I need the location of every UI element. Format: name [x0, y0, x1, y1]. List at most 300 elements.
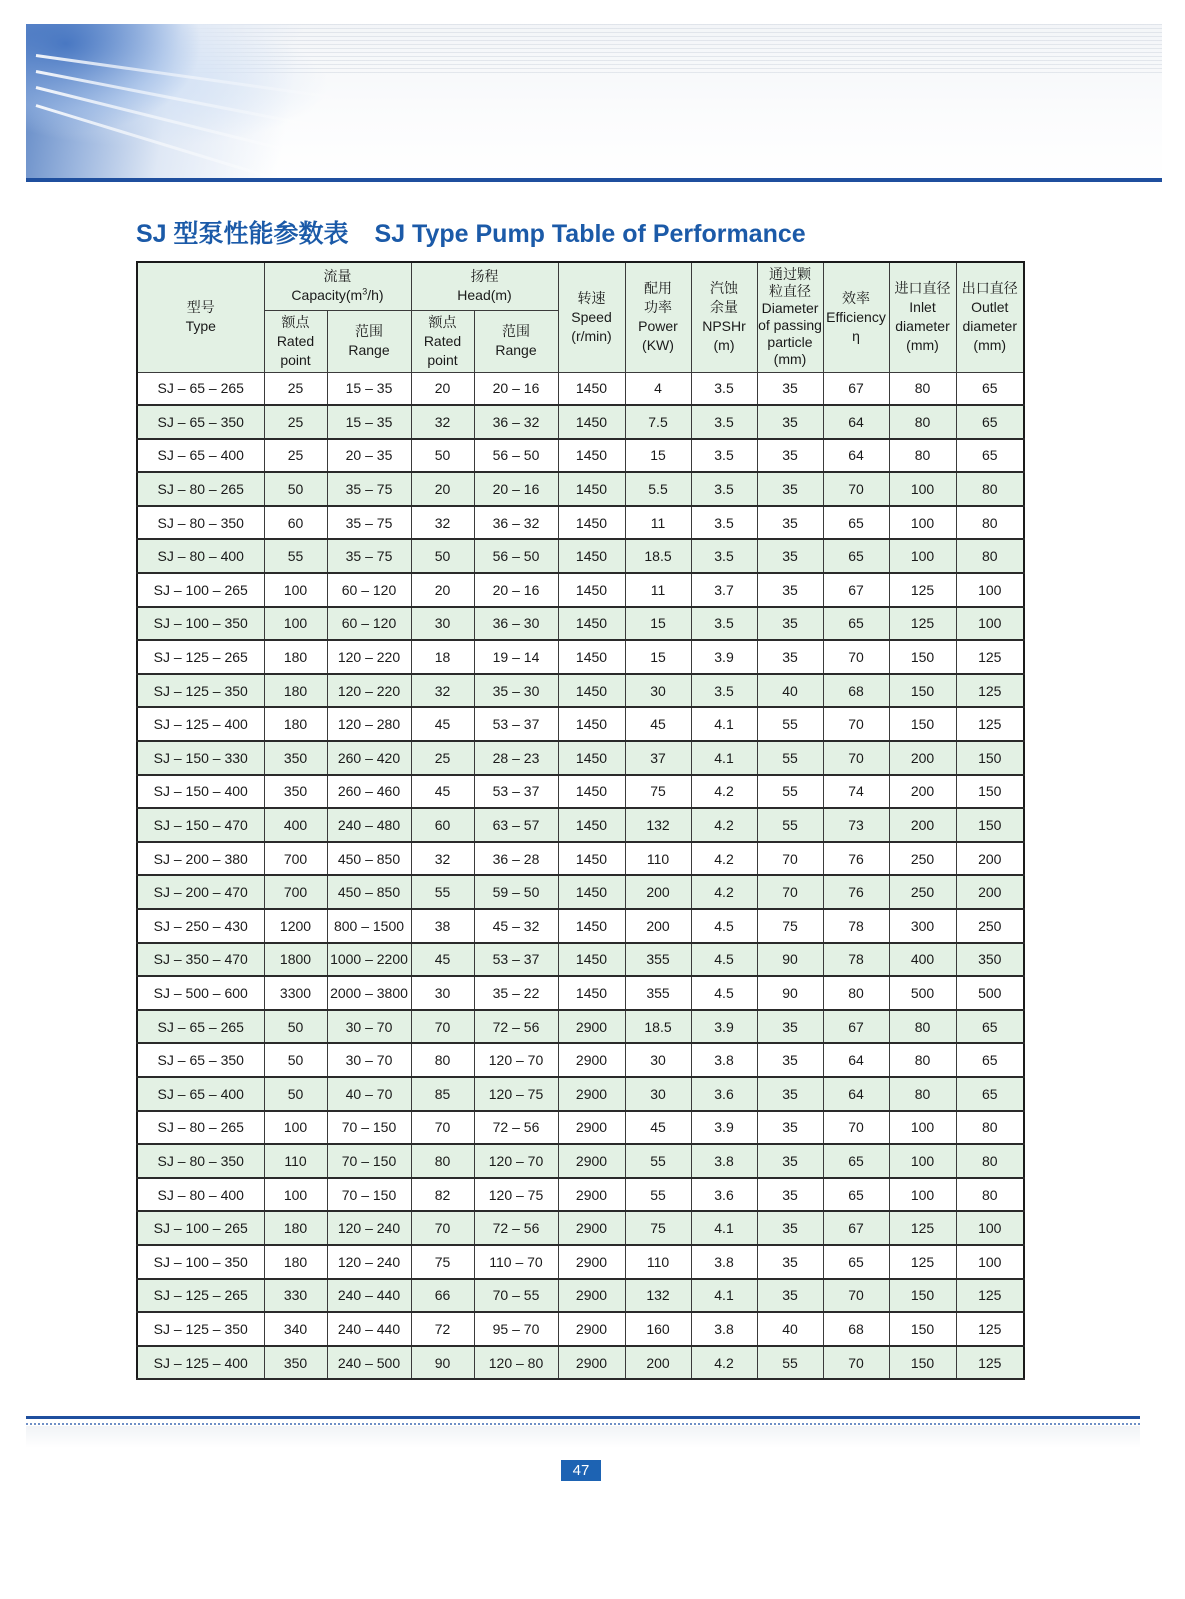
- cell-head-rated: 50: [411, 539, 474, 573]
- cell-type: SJ – 150 – 470: [137, 808, 264, 842]
- cell-outlet-diameter: 65: [956, 1043, 1024, 1077]
- cell-speed: 1450: [558, 775, 625, 809]
- cell-efficiency: 74: [823, 775, 889, 809]
- cell-inlet-diameter: 150: [889, 1312, 956, 1346]
- cell-speed: 1450: [558, 472, 625, 506]
- cell-capacity-rated: 700: [264, 842, 327, 876]
- performance-table: [136, 261, 1025, 1380]
- cell-outlet-diameter: 350: [956, 943, 1024, 977]
- cell-power: 30: [625, 1043, 691, 1077]
- cell-power: 200: [625, 875, 691, 909]
- cell-inlet-diameter: 80: [889, 439, 956, 473]
- cell-head-rated: 80: [411, 1043, 474, 1077]
- cell-type: SJ – 250 – 430: [137, 909, 264, 943]
- header-head: 扬程 Head(m): [411, 262, 558, 310]
- cell-capacity-range: 120 – 220: [327, 640, 411, 674]
- cell-type: SJ – 65 – 265: [137, 1010, 264, 1044]
- cell-particle-diameter: 55: [757, 775, 823, 809]
- cell-power: 200: [625, 1346, 691, 1380]
- cell-type: SJ – 150 – 400: [137, 775, 264, 809]
- cell-head-rated: 32: [411, 506, 474, 540]
- cell-particle-diameter: 35: [757, 573, 823, 607]
- cell-power: 30: [625, 1077, 691, 1111]
- cell-capacity-rated: 180: [264, 674, 327, 708]
- cell-inlet-diameter: 80: [889, 1010, 956, 1044]
- cell-head-rated: 90: [411, 1346, 474, 1380]
- cell-efficiency: 65: [823, 506, 889, 540]
- cell-type: SJ – 125 – 400: [137, 707, 264, 741]
- cell-head-range: 120 – 70: [474, 1144, 558, 1178]
- cell-inlet-diameter: 80: [889, 405, 956, 439]
- cell-npshr: 3.5: [691, 439, 757, 473]
- cell-inlet-diameter: 80: [889, 1043, 956, 1077]
- cell-capacity-rated: 50: [264, 1077, 327, 1111]
- cell-outlet-diameter: 100: [956, 573, 1024, 607]
- cell-npshr: 4.2: [691, 775, 757, 809]
- cell-power: 110: [625, 1245, 691, 1279]
- cell-capacity-range: 35 – 75: [327, 506, 411, 540]
- table-row: [137, 640, 1024, 674]
- cell-particle-diameter: 35: [757, 607, 823, 641]
- cell-npshr: 3.8: [691, 1245, 757, 1279]
- table-row: [137, 1312, 1024, 1346]
- cell-capacity-rated: 50: [264, 472, 327, 506]
- cell-head-range: 36 – 30: [474, 607, 558, 641]
- cell-capacity-rated: 350: [264, 775, 327, 809]
- cell-capacity-rated: 100: [264, 607, 327, 641]
- cell-particle-diameter: 35: [757, 506, 823, 540]
- cell-outlet-diameter: 125: [956, 707, 1024, 741]
- cell-speed: 2900: [558, 1178, 625, 1212]
- table-row: [137, 439, 1024, 473]
- cell-efficiency: 70: [823, 1279, 889, 1313]
- cell-efficiency: 70: [823, 472, 889, 506]
- cell-outlet-diameter: 80: [956, 472, 1024, 506]
- cell-efficiency: 70: [823, 741, 889, 775]
- cell-inlet-diameter: 500: [889, 976, 956, 1010]
- cell-npshr: 4.1: [691, 1211, 757, 1245]
- cell-head-range: 53 – 37: [474, 775, 558, 809]
- cell-inlet-diameter: 125: [889, 1211, 956, 1245]
- cell-inlet-diameter: 200: [889, 775, 956, 809]
- cell-efficiency: 76: [823, 875, 889, 909]
- cell-efficiency: 64: [823, 1077, 889, 1111]
- cell-npshr: 3.5: [691, 472, 757, 506]
- cell-type: SJ – 100 – 265: [137, 573, 264, 607]
- cell-capacity-rated: 55: [264, 539, 327, 573]
- cell-speed: 2900: [558, 1346, 625, 1380]
- cell-capacity-range: 60 – 120: [327, 573, 411, 607]
- cell-particle-diameter: 55: [757, 741, 823, 775]
- cell-outlet-diameter: 125: [956, 640, 1024, 674]
- cell-power: 75: [625, 1211, 691, 1245]
- cell-type: SJ – 65 – 350: [137, 1043, 264, 1077]
- cell-capacity-range: 40 – 70: [327, 1077, 411, 1111]
- cell-type: SJ – 80 – 265: [137, 472, 264, 506]
- table-row: [137, 976, 1024, 1010]
- table-row: [137, 1178, 1024, 1212]
- cell-particle-diameter: 40: [757, 674, 823, 708]
- cell-outlet-diameter: 65: [956, 439, 1024, 473]
- cell-head-range: 45 – 32: [474, 909, 558, 943]
- cell-particle-diameter: 35: [757, 372, 823, 405]
- cell-head-rated: 75: [411, 1245, 474, 1279]
- cell-type: SJ – 150 – 330: [137, 741, 264, 775]
- cell-capacity-rated: 180: [264, 1245, 327, 1279]
- cell-head-range: 36 – 32: [474, 506, 558, 540]
- cell-capacity-rated: 350: [264, 741, 327, 775]
- cell-power: 55: [625, 1178, 691, 1212]
- cell-head-rated: 45: [411, 707, 474, 741]
- cell-head-range: 20 – 16: [474, 573, 558, 607]
- cell-efficiency: 67: [823, 1211, 889, 1245]
- cell-capacity-rated: 110: [264, 1144, 327, 1178]
- table-row: [137, 909, 1024, 943]
- cell-power: 18.5: [625, 539, 691, 573]
- table-row: [137, 539, 1024, 573]
- page-title: [136, 214, 806, 250]
- cell-type: SJ – 200 – 380: [137, 842, 264, 876]
- table-row: [137, 707, 1024, 741]
- table-row: [137, 1245, 1024, 1279]
- header-type: 型号 Type: [137, 262, 264, 372]
- cell-type: SJ – 350 – 470: [137, 943, 264, 977]
- cell-speed: 2900: [558, 1144, 625, 1178]
- cell-efficiency: 78: [823, 909, 889, 943]
- cell-capacity-range: 30 – 70: [327, 1010, 411, 1044]
- cell-efficiency: 68: [823, 674, 889, 708]
- cell-capacity-range: 120 – 240: [327, 1245, 411, 1279]
- cell-capacity-range: 20 – 35: [327, 439, 411, 473]
- cell-capacity-range: 30 – 70: [327, 1043, 411, 1077]
- cell-power: 4: [625, 372, 691, 405]
- cell-head-rated: 80: [411, 1144, 474, 1178]
- cell-speed: 1450: [558, 405, 625, 439]
- cell-speed: 1450: [558, 741, 625, 775]
- header-head-range: 范围 Range: [474, 310, 558, 372]
- cell-type: SJ – 65 – 350: [137, 405, 264, 439]
- cell-head-rated: 30: [411, 976, 474, 1010]
- cell-head-range: 72 – 56: [474, 1111, 558, 1145]
- cell-particle-diameter: 35: [757, 1279, 823, 1313]
- cell-type: SJ – 65 – 400: [137, 439, 264, 473]
- cell-speed: 1450: [558, 506, 625, 540]
- cell-capacity-range: 120 – 240: [327, 1211, 411, 1245]
- table-row: [137, 808, 1024, 842]
- cell-power: 30: [625, 674, 691, 708]
- cell-speed: 2900: [558, 1077, 625, 1111]
- cell-head-rated: 30: [411, 607, 474, 641]
- cell-speed: 1450: [558, 372, 625, 405]
- cell-particle-diameter: 35: [757, 1010, 823, 1044]
- cell-efficiency: 70: [823, 1111, 889, 1145]
- table-row: [137, 1144, 1024, 1178]
- cell-particle-diameter: 35: [757, 539, 823, 573]
- cell-npshr: 3.9: [691, 1111, 757, 1145]
- cell-outlet-diameter: 125: [956, 1279, 1024, 1313]
- cell-npshr: 4.2: [691, 875, 757, 909]
- table-row: [137, 1346, 1024, 1380]
- cell-efficiency: 65: [823, 607, 889, 641]
- cell-power: 15: [625, 607, 691, 641]
- cell-speed: 1450: [558, 640, 625, 674]
- cell-outlet-diameter: 150: [956, 775, 1024, 809]
- cell-outlet-diameter: 150: [956, 741, 1024, 775]
- cell-head-range: 110 – 70: [474, 1245, 558, 1279]
- cell-type: SJ – 125 – 400: [137, 1346, 264, 1380]
- cell-inlet-diameter: 125: [889, 1245, 956, 1279]
- cell-capacity-rated: 340: [264, 1312, 327, 1346]
- cell-inlet-diameter: 100: [889, 506, 956, 540]
- cell-inlet-diameter: 400: [889, 943, 956, 977]
- cell-particle-diameter: 75: [757, 909, 823, 943]
- cell-npshr: 3.6: [691, 1178, 757, 1212]
- cell-capacity-range: 800 – 1500: [327, 909, 411, 943]
- cell-capacity-range: 15 – 35: [327, 405, 411, 439]
- cell-speed: 1450: [558, 707, 625, 741]
- cell-inlet-diameter: 250: [889, 842, 956, 876]
- cell-head-range: 35 – 30: [474, 674, 558, 708]
- cell-capacity-range: 60 – 120: [327, 607, 411, 641]
- cell-efficiency: 78: [823, 943, 889, 977]
- cell-capacity-range: 240 – 500: [327, 1346, 411, 1380]
- footer-dotted-rule: [26, 1423, 1140, 1425]
- cell-capacity-rated: 1200: [264, 909, 327, 943]
- table-row: [137, 607, 1024, 641]
- cell-power: 45: [625, 1111, 691, 1145]
- cell-outlet-diameter: 65: [956, 372, 1024, 405]
- cell-outlet-diameter: 250: [956, 909, 1024, 943]
- cell-type: SJ – 65 – 265: [137, 372, 264, 405]
- cell-npshr: 3.9: [691, 640, 757, 674]
- cell-inlet-diameter: 80: [889, 1077, 956, 1111]
- table-row: [137, 741, 1024, 775]
- cell-head-rated: 70: [411, 1111, 474, 1145]
- cell-capacity-range: 450 – 850: [327, 875, 411, 909]
- cell-efficiency: 64: [823, 439, 889, 473]
- cell-type: SJ – 80 – 400: [137, 1178, 264, 1212]
- cell-npshr: 3.8: [691, 1144, 757, 1178]
- table-row: [137, 1043, 1024, 1077]
- cell-head-range: 53 – 37: [474, 943, 558, 977]
- cell-npshr: 4.5: [691, 909, 757, 943]
- cell-power: 45: [625, 707, 691, 741]
- cell-head-rated: 70: [411, 1010, 474, 1044]
- cell-npshr: 4.5: [691, 976, 757, 1010]
- cell-power: 200: [625, 909, 691, 943]
- cell-efficiency: 65: [823, 1178, 889, 1212]
- cell-speed: 1450: [558, 976, 625, 1010]
- cell-inlet-diameter: 150: [889, 1279, 956, 1313]
- cell-npshr: 3.5: [691, 607, 757, 641]
- cell-capacity-range: 70 – 150: [327, 1111, 411, 1145]
- cell-power: 110: [625, 842, 691, 876]
- cell-inlet-diameter: 200: [889, 808, 956, 842]
- cell-power: 132: [625, 808, 691, 842]
- table-row: [137, 943, 1024, 977]
- cell-power: 18.5: [625, 1010, 691, 1044]
- cell-capacity-range: 240 – 440: [327, 1279, 411, 1313]
- cell-particle-diameter: 35: [757, 472, 823, 506]
- table-row: [137, 875, 1024, 909]
- header-row-top: [137, 262, 1024, 310]
- cell-speed: 1450: [558, 607, 625, 641]
- table-row: [137, 842, 1024, 876]
- header-particle-diameter: 通过颗 粒直径 Diameter of passing particle (mm): [757, 262, 823, 372]
- cell-particle-diameter: 55: [757, 707, 823, 741]
- cell-inlet-diameter: 100: [889, 539, 956, 573]
- cell-outlet-diameter: 125: [956, 1312, 1024, 1346]
- title-chinese: SJ 型泵性能参数表: [136, 220, 349, 248]
- cell-speed: 1450: [558, 573, 625, 607]
- cell-head-rated: 85: [411, 1077, 474, 1111]
- header-speed: 转速 Speed (r/min): [558, 262, 625, 372]
- cell-particle-diameter: 35: [757, 1111, 823, 1145]
- cell-particle-diameter: 90: [757, 976, 823, 1010]
- cell-inlet-diameter: 125: [889, 607, 956, 641]
- cell-speed: 2900: [558, 1211, 625, 1245]
- table-row: [137, 573, 1024, 607]
- header-capacity-rated: 额点 Rated point: [264, 310, 327, 372]
- table-row: [137, 1211, 1024, 1245]
- cell-capacity-range: 240 – 440: [327, 1312, 411, 1346]
- cell-head-range: 36 – 32: [474, 405, 558, 439]
- header-banner: [26, 24, 1162, 180]
- cell-particle-diameter: 90: [757, 943, 823, 977]
- cell-efficiency: 67: [823, 1010, 889, 1044]
- cell-head-range: 20 – 16: [474, 372, 558, 405]
- cell-efficiency: 70: [823, 640, 889, 674]
- cell-inlet-diameter: 80: [889, 372, 956, 405]
- cell-capacity-rated: 50: [264, 1043, 327, 1077]
- cell-type: SJ – 80 – 400: [137, 539, 264, 573]
- table-row: [137, 472, 1024, 506]
- cell-speed: 2900: [558, 1245, 625, 1279]
- cell-head-rated: 18: [411, 640, 474, 674]
- cell-capacity-rated: 330: [264, 1279, 327, 1313]
- cell-particle-diameter: 35: [757, 1043, 823, 1077]
- cell-head-rated: 82: [411, 1178, 474, 1212]
- header-outlet-diameter: 出口直径 Outlet diameter (mm): [956, 262, 1024, 372]
- cell-npshr: 3.6: [691, 1077, 757, 1111]
- cell-inlet-diameter: 150: [889, 707, 956, 741]
- cell-outlet-diameter: 80: [956, 1144, 1024, 1178]
- cell-head-rated: 45: [411, 775, 474, 809]
- cell-npshr: 4.2: [691, 808, 757, 842]
- cell-npshr: 4.5: [691, 943, 757, 977]
- cell-capacity-range: 15 – 35: [327, 372, 411, 405]
- table-row: [137, 372, 1024, 405]
- cell-npshr: 4.1: [691, 1279, 757, 1313]
- cell-particle-diameter: 40: [757, 1312, 823, 1346]
- cell-head-range: 35 – 22: [474, 976, 558, 1010]
- cell-capacity-range: 35 – 75: [327, 472, 411, 506]
- cell-speed: 1450: [558, 539, 625, 573]
- cell-capacity-rated: 50: [264, 1010, 327, 1044]
- cell-outlet-diameter: 200: [956, 875, 1024, 909]
- cell-speed: 2900: [558, 1279, 625, 1313]
- cell-capacity-rated: 3300: [264, 976, 327, 1010]
- cell-capacity-rated: 180: [264, 707, 327, 741]
- cell-capacity-rated: 25: [264, 372, 327, 405]
- cell-efficiency: 68: [823, 1312, 889, 1346]
- cell-efficiency: 76: [823, 842, 889, 876]
- cell-head-rated: 72: [411, 1312, 474, 1346]
- cell-type: SJ – 100 – 265: [137, 1211, 264, 1245]
- cell-power: 132: [625, 1279, 691, 1313]
- header-efficiency: 效率 Efficiency η: [823, 262, 889, 372]
- cell-capacity-rated: 1800: [264, 943, 327, 977]
- cell-outlet-diameter: 80: [956, 1178, 1024, 1212]
- cell-particle-diameter: 35: [757, 1077, 823, 1111]
- cell-head-range: 36 – 28: [474, 842, 558, 876]
- cell-particle-diameter: 35: [757, 1211, 823, 1245]
- cell-head-range: 53 – 37: [474, 707, 558, 741]
- cell-type: SJ – 200 – 470: [137, 875, 264, 909]
- cell-npshr: 3.9: [691, 1010, 757, 1044]
- cell-capacity-rated: 25: [264, 405, 327, 439]
- cell-npshr: 3.8: [691, 1043, 757, 1077]
- cell-power: 7.5: [625, 405, 691, 439]
- cell-efficiency: 70: [823, 1346, 889, 1380]
- cell-head-rated: 20: [411, 472, 474, 506]
- cell-speed: 1450: [558, 943, 625, 977]
- table-row: [137, 405, 1024, 439]
- cell-outlet-diameter: 500: [956, 976, 1024, 1010]
- cell-particle-diameter: 55: [757, 1346, 823, 1380]
- cell-inlet-diameter: 150: [889, 640, 956, 674]
- cell-npshr: 4.1: [691, 741, 757, 775]
- cell-inlet-diameter: 100: [889, 1144, 956, 1178]
- cell-inlet-diameter: 200: [889, 741, 956, 775]
- cell-inlet-diameter: 300: [889, 909, 956, 943]
- cell-efficiency: 73: [823, 808, 889, 842]
- cell-capacity-range: 70 – 150: [327, 1144, 411, 1178]
- cell-head-rated: 70: [411, 1211, 474, 1245]
- cell-head-range: 95 – 70: [474, 1312, 558, 1346]
- cell-particle-diameter: 35: [757, 1144, 823, 1178]
- cell-efficiency: 65: [823, 1144, 889, 1178]
- cell-head-range: 63 – 57: [474, 808, 558, 842]
- cell-power: 355: [625, 976, 691, 1010]
- cell-head-rated: 50: [411, 439, 474, 473]
- cell-particle-diameter: 35: [757, 439, 823, 473]
- cell-outlet-diameter: 80: [956, 1111, 1024, 1145]
- cell-particle-diameter: 35: [757, 1245, 823, 1279]
- cell-head-rated: 20: [411, 372, 474, 405]
- cell-head-rated: 60: [411, 808, 474, 842]
- cell-type: SJ – 100 – 350: [137, 607, 264, 641]
- cell-power: 55: [625, 1144, 691, 1178]
- cell-outlet-diameter: 65: [956, 405, 1024, 439]
- cell-outlet-diameter: 125: [956, 674, 1024, 708]
- cell-type: SJ – 100 – 350: [137, 1245, 264, 1279]
- cell-type: SJ – 80 – 350: [137, 506, 264, 540]
- cell-head-range: 20 – 16: [474, 472, 558, 506]
- table-row: [137, 506, 1024, 540]
- cell-npshr: 3.5: [691, 674, 757, 708]
- cell-speed: 1450: [558, 439, 625, 473]
- cell-efficiency: 80: [823, 976, 889, 1010]
- cell-speed: 1450: [558, 842, 625, 876]
- cell-capacity-range: 450 – 850: [327, 842, 411, 876]
- cell-head-range: 72 – 56: [474, 1010, 558, 1044]
- cell-npshr: 4.2: [691, 1346, 757, 1380]
- cell-speed: 1450: [558, 674, 625, 708]
- cell-speed: 1450: [558, 875, 625, 909]
- cell-head-range: 72 – 56: [474, 1211, 558, 1245]
- cell-capacity-rated: 25: [264, 439, 327, 473]
